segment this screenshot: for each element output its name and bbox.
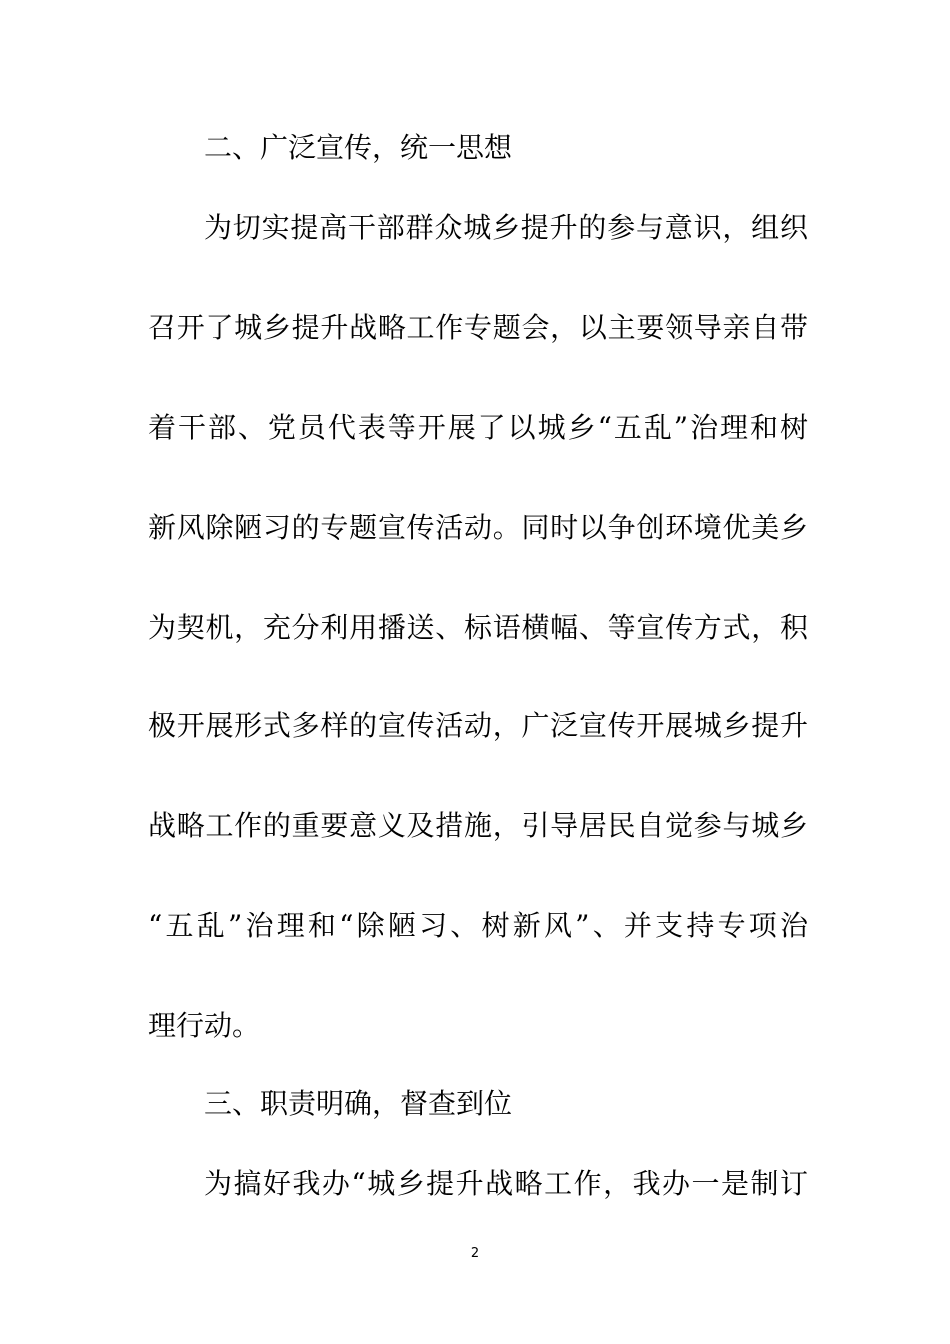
paragraph-line: 为搞好我办“城乡提升战略工作，我办一是制订: [204, 1167, 808, 1200]
paragraph-line: 新风除陋习的专题宣传活动。同时以争创环境优美乡: [148, 511, 808, 544]
paragraph-line: 着干部、党员代表等开展了以城乡“五乱”治理和树: [148, 411, 808, 444]
page-number: 2: [470, 1246, 480, 1261]
paragraph-line: 理行动。: [148, 1009, 261, 1042]
paragraph-line: “五乱”治理和“除陋习、树新风”、并支持专项治: [148, 909, 808, 942]
section-heading-2: 二、广泛宣传，统一思想: [204, 131, 513, 164]
paragraph-line: 召开了城乡提升战略工作专题会，以主要领导亲自带: [148, 311, 808, 344]
section-heading-3: 三、职责明确，督查到位: [204, 1087, 513, 1120]
paragraph-line: 战略工作的重要意义及措施，引导居民自觉参与城乡: [148, 809, 808, 842]
paragraph-line: 为契机，充分利用播送、标语横幅、等宣传方式，积: [148, 611, 808, 644]
paragraph-line: 极开展形式多样的宣传活动，广泛宣传开展城乡提升: [148, 709, 808, 742]
paragraph-line: 为切实提高干部群众城乡提升的参与意识，组织: [204, 211, 808, 244]
